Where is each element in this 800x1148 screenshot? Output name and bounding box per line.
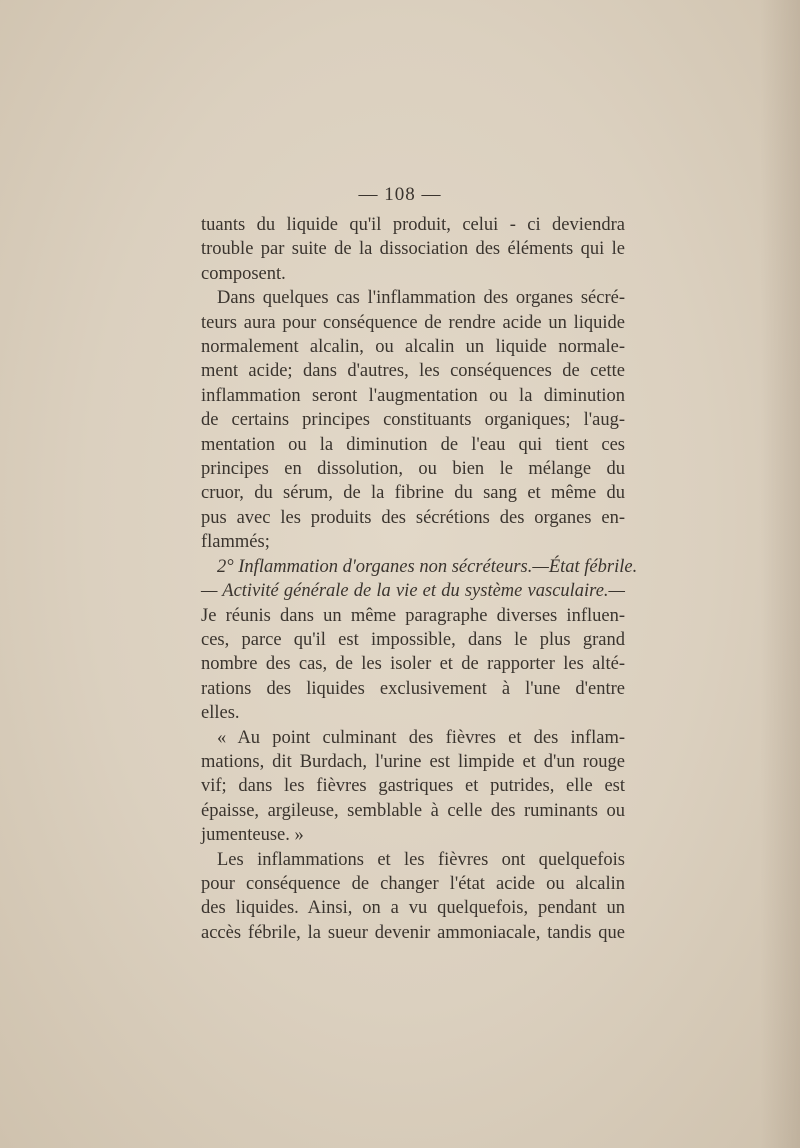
text-line: Dans quelques cas l'inflammation des organes sécré- xyxy=(217,288,625,309)
text-line: accès fébrile, la sueur devenir ammoniacale, tandis que xyxy=(201,922,625,943)
text-line: trouble par suite de la dissociation des éléments qui le xyxy=(201,239,625,260)
text-line: pour conséquence de changer l'état acide ou alcalin xyxy=(201,873,625,894)
text-line: rations des liquides exclusivement à l'une d'entre xyxy=(201,678,625,699)
text-line: « Au point culminant des fièvres et des inflam- xyxy=(217,727,625,748)
text-line: pus avec les produits des sécrétions des organes en- xyxy=(201,507,625,528)
text-line: principes en dissolution, ou bien le mélange du xyxy=(201,459,625,480)
text-line: de certains principes constituants organiques; l'aug- xyxy=(201,410,625,431)
text-line: Les inflammations et les fièvres ont quelquefois xyxy=(217,849,625,870)
text-line: Je réunis dans un même paragraphe diverses influen- xyxy=(201,605,625,626)
text-line: mations, dit Burdach, l'urine est limpide et d'un rouge xyxy=(201,751,625,772)
text-line: nombre des cas, de les isoler et de rapporter les alté- xyxy=(201,654,625,675)
text-line: des liquides. Ainsi, on a vu quelquefois, pendant un xyxy=(201,898,625,919)
text-line: composent. xyxy=(201,263,286,284)
text-line: elles. xyxy=(201,703,240,724)
text-line: 2° Inflammation d'organes non sécréteurs.—État fébrile. xyxy=(217,556,638,577)
text-line: cruor, du sérum, de la fibrine du sang et même du xyxy=(201,483,625,504)
body-text xyxy=(201,213,638,945)
page-number: — 108 — xyxy=(358,184,442,205)
text-line: teurs aura pour conséquence de rendre acide un liquide xyxy=(201,312,625,333)
text-line: flammés; xyxy=(201,532,270,553)
text-line: ces, parce qu'il est impossible, dans le plus grand xyxy=(201,629,625,650)
text-line: inflammation seront l'augmentation ou la diminution xyxy=(201,385,625,406)
text-line: normalement alcalin, ou alcalin un liquide normale- xyxy=(201,337,625,358)
text-line: ment acide; dans d'autres, les conséquences de cette xyxy=(201,361,625,382)
text-line: mentation ou la diminution de l'eau qui tient ces xyxy=(201,434,625,455)
text-line: jumenteuse. » xyxy=(201,825,304,846)
text-line: épaisse, argileuse, semblable à celle des ruminants ou xyxy=(201,800,625,821)
text-line: — Activité générale de la vie et du système vasculaire.— xyxy=(201,581,625,602)
text-line: tuants du liquide qu'il produit, celui - ci deviendra xyxy=(201,215,625,235)
text-line: vif; dans les fièvres gastriques et putrides, elle est xyxy=(201,776,625,797)
